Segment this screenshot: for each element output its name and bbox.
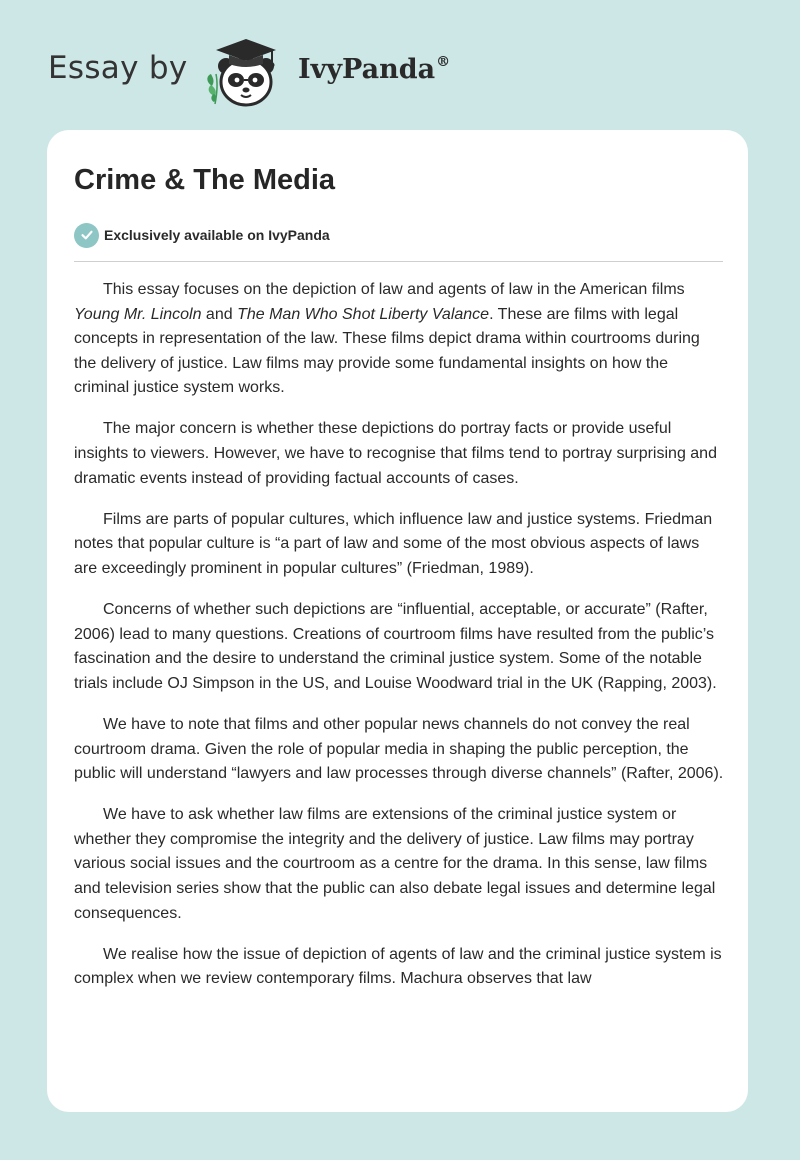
check-icon xyxy=(74,223,99,248)
brand-text: IvyPanda xyxy=(298,54,436,85)
paragraph-5: We have to note that films and other popular news channels do not convey the real courtroom drama. Given the role of popular media in shaping the public perception, the public will understand “lawyers and law processes through diverse channels” (Rafter, 2006). xyxy=(74,715,724,783)
film-title-liberty-valance: The Man Who Shot Liberty Valance xyxy=(237,305,490,323)
essay-card xyxy=(47,130,748,1112)
site-header xyxy=(48,34,508,114)
essay-body xyxy=(74,278,726,1008)
brand-name[interactable] xyxy=(298,54,450,85)
exclusive-badge-label: Exclusively available on IvyPanda xyxy=(104,227,330,243)
paragraph-2: The major concern is whether these depictions do portray facts or provide useful insights to viewers. However, we have to recognise that films tend to portray surprising and dramatic events instead of providing factual accounts of cases. xyxy=(74,420,717,487)
paragraph-7: We realise how the issue of depiction of agents of law and the criminal justice system is complex when we review contemporary films. Machura observes that law xyxy=(74,945,722,988)
panda-logo-icon[interactable] xyxy=(202,34,290,110)
paragraph-4: Concerns of whether such depictions are “influential, acceptable, or accurate” (Rafter, 2006) lead to many questions. Creations of courtroom films have resulted from the public’s fascination and the desire to understand the criminal justice system. Some of the notable trials include OJ Simpson in the US, and Louise Woodward trial in the UK (Rapping, 2003). xyxy=(74,601,717,692)
divider xyxy=(74,261,723,262)
paragraph-1-text-a: This essay focuses on the depiction of law and agents of law in the American films xyxy=(103,281,685,298)
exclusive-badge xyxy=(74,222,330,248)
page-title: Crime & The Media xyxy=(74,164,336,196)
essay-by-label: Essay by xyxy=(48,50,188,86)
paragraph-6: We have to ask whether law films are extensions of the criminal justice system or whether they compromise the integrity and the delivery of justice. Law films may portray various social issues and the courtroom as a centre for the drama. In this sense, law films and television series show that the public can also debate legal issues and determine legal consequences. xyxy=(74,806,716,922)
paragraph-1 xyxy=(74,278,726,401)
film-title-young-mr-lincoln: Young Mr. Lincoln xyxy=(74,305,202,323)
paragraph-1-text-b: and xyxy=(201,305,238,323)
registered-mark: ® xyxy=(436,54,451,70)
paragraph-3: Films are parts of popular cultures, which influence law and justice systems. Friedman notes that popular culture is “a part of law and some of the most obvious aspects of laws are exceedingly prominent in popular cultures” (Friedman, 1989). xyxy=(74,510,713,577)
paragraph-1-text-c: . These are films with legal concepts in representation of the law. These films depict drama within courtrooms during the delivery of justice. Law films may provide some fundamental insights on how the criminal justice system works. xyxy=(74,305,700,397)
